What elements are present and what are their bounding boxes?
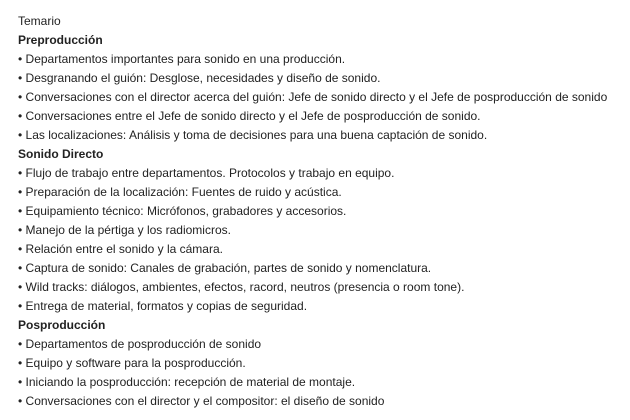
bullet-icon: • [18,337,26,351]
list-item [18,278,624,297]
list-item [18,259,624,278]
bullet-icon: • [18,52,26,66]
list-item [18,240,624,259]
list-item-text: Equipamiento técnico: Micrófonos, grabadores y accesorios. [25,204,347,218]
list-item [18,373,624,392]
list-item-text: Las localizaciones: Análisis y toma de decisiones para una buena captación de sonido. [25,128,488,142]
bullet-icon: • [18,185,26,199]
list-item-text: Relación entre el sonido y la cámara. [25,242,223,256]
list-item [18,335,624,354]
list-item-text: Entrega de material, formatos y copias de seguridad. [25,299,308,313]
list-item-text: Manejo de la pértiga y los radiomicros. [25,223,231,237]
section-heading: Sonido Directo [18,147,104,161]
list-item [18,221,624,240]
list-item-text: Preparación de la localización: Fuentes de ruido y acústica. [25,185,342,199]
bullet-icon: • [18,204,26,218]
bullet-icon: • [18,90,26,104]
syllabus-sections [18,31,624,411]
bullet-icon: • [18,394,26,408]
list-item-text: Conversaciones con el director acerca del guión: Jefe de sonido directo y el Jefe de posproducción de sonido [25,90,608,104]
list-item-text: Conversaciones entre el Jefe de sonido directo y el Jefe de posproducción de sonido. [25,109,481,123]
syllabus-title: Temario [18,14,61,28]
list-item [18,50,624,69]
list-item [18,183,624,202]
bullet-icon: • [18,71,26,85]
bullet-icon: • [18,242,26,256]
list-item-text: Departamentos de posproducción de sonido [25,337,262,351]
list-item [18,392,624,411]
syllabus [18,12,624,411]
list-item-text: Departamentos importantes para sonido en una producción. [25,52,346,66]
list-item-text: Equipo y software para la posproducción. [25,356,246,370]
list-item [18,88,624,107]
list-item [18,164,624,183]
section-heading: Preproducción [18,33,103,47]
bullet-icon: • [18,128,26,142]
list-item [18,107,624,126]
bullet-icon: • [18,356,26,370]
list-item [18,126,624,145]
list-item [18,297,624,316]
list-item-text: Captura de sonido: Canales de grabación, partes de sonido y nomenclatura. [25,261,432,275]
list-item-text: Wild tracks: diálogos, ambientes, efectos, racord, neutros (presencia o room tone). [25,280,465,294]
list-item-text: Flujo de trabajo entre departamentos. Protocolos y trabajo en equipo. [25,166,395,180]
list-item [18,354,624,373]
list-item [18,69,624,88]
bullet-icon: • [18,299,26,313]
bullet-icon: • [18,375,26,389]
list-item-text: Conversaciones con el director y el compositor: el diseño de sonido [25,394,385,408]
bullet-icon: • [18,223,26,237]
bullet-icon: • [18,261,26,275]
list-item [18,202,624,221]
bullet-icon: • [18,109,26,123]
section-heading: Posproducción [18,318,106,332]
list-item-text: Desgranando el guión: Desglose, necesidades y diseño de sonido. [25,71,381,85]
bullet-icon: • [18,166,26,180]
list-item-text: Iniciando la posproducción: recepción de material de montaje. [25,375,356,389]
bullet-icon: • [18,280,26,294]
